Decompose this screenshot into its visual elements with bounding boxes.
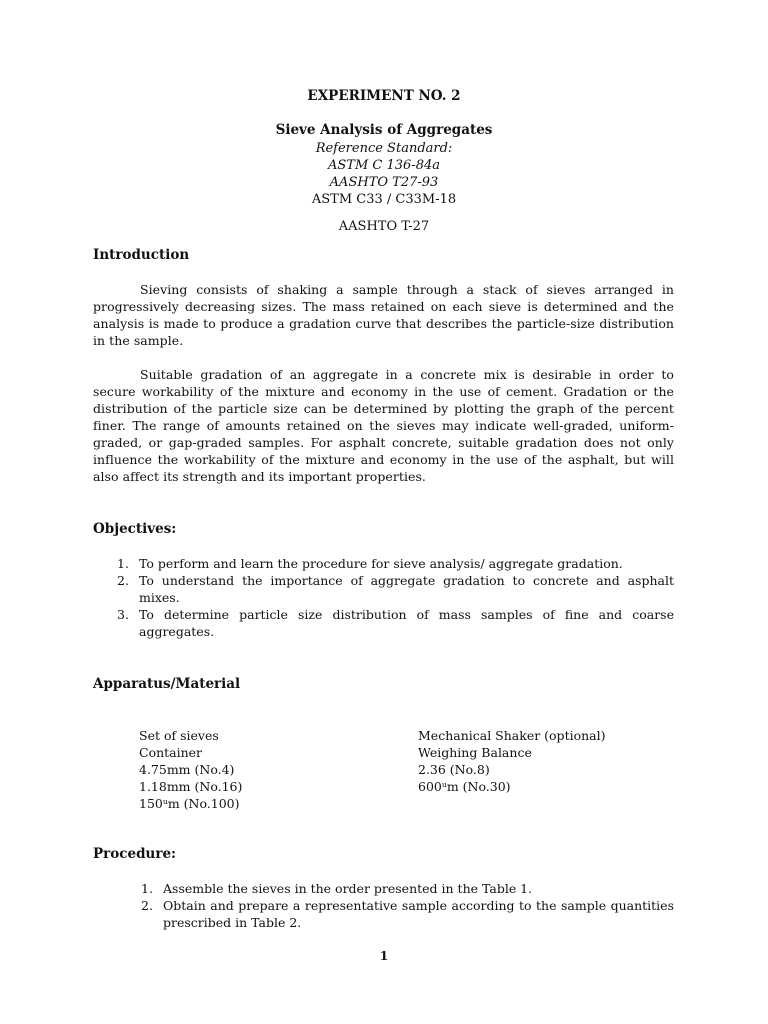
list-item-number: 3.: [117, 607, 129, 622]
apparatus-heading: Apparatus/Material: [93, 676, 241, 692]
apparatus-item: 600ᵘm (No.30): [418, 779, 511, 794]
procedure-list: [141, 880, 674, 931]
list-item-text: To perform and learn the procedure for sieve analysis/ aggregate gradation.: [139, 556, 623, 571]
standard-astm-c33: ASTM C33 / C33M-18: [311, 192, 457, 207]
standard-astm-c136: ASTM C 136-84a: [328, 158, 440, 173]
list-item: [117, 606, 674, 640]
list-item-text: Assemble the sieves in the order presented in the Table 1.: [163, 881, 533, 896]
objectives-list: [117, 555, 674, 640]
apparatus-item: 4.75mm (No.4): [139, 762, 235, 777]
reference-standards: [0, 140, 768, 208]
experiment-subtitle: Sieve Analysis of Aggregates: [275, 122, 493, 138]
apparatus-item: 2.36 (No.8): [418, 762, 490, 777]
apparatus-right-column: [418, 727, 606, 795]
list-item: [141, 880, 674, 897]
list-item-number: 2.: [117, 573, 129, 588]
apparatus-item: Mechanical Shaker (optional): [418, 728, 606, 743]
list-item-number: 1.: [117, 556, 129, 571]
apparatus-item: Container: [139, 745, 203, 760]
procedure-heading: Procedure:: [93, 846, 177, 862]
standard-aashto-t27: AASHTO T27-93: [329, 175, 439, 190]
page-number: 1: [379, 948, 389, 963]
standard-aashto-t-27: AASHTO T-27: [338, 219, 430, 234]
list-item: [141, 897, 674, 931]
apparatus-item: 150ᵘm (No.100): [139, 796, 240, 811]
apparatus-left-column: [139, 727, 242, 812]
list-item-number: 1.: [141, 881, 153, 896]
list-item: [117, 555, 674, 572]
list-item-number: 2.: [141, 898, 153, 913]
objectives-heading: Objectives:: [93, 521, 177, 537]
apparatus-item: Set of sieves: [139, 728, 219, 743]
list-item-text: To understand the importance of aggregate gradation to concrete and asphalt mixes.: [139, 573, 674, 605]
list-item-text: To determine particle size distribution of mass samples of fine and coarse aggregates.: [139, 607, 674, 639]
reference-label: Reference Standard:: [315, 141, 453, 156]
introduction-paragraph-1: Sieving consists of shaking a sample through a stack of sieves arranged in progressively decreasing sizes. The mass retained on each sieve is determined and the analysis is made to produce a gradation curve that describes the particle-size distribution in the sample.: [93, 282, 674, 348]
introduction-paragraph-2: Suitable gradation of an aggregate in a concrete mix is desirable in order to secure workability of the mixture and economy in the use of cement. Gradation or the distribution of the particle size can be determined by plotting the graph of the percent finer. The range of amounts retained on the sieves may indicate well-graded, uniform-graded, or gap-graded samples. For asphalt concrete, suitable gradation does not only influence the workability of the mixture and economy in the use of the asphalt, but will also affect its strength and its important properties.: [93, 367, 674, 484]
list-item: [117, 572, 674, 606]
list-item-text: Obtain and prepare a representative sample according to the sample quantities prescribed in Table 2.: [163, 898, 674, 930]
apparatus-item: Weighing Balance: [418, 745, 532, 760]
introduction-heading: Introduction: [93, 247, 190, 263]
experiment-title: EXPERIMENT NO. 2: [307, 88, 461, 104]
apparatus-item: 1.18mm (No.16): [139, 779, 243, 794]
